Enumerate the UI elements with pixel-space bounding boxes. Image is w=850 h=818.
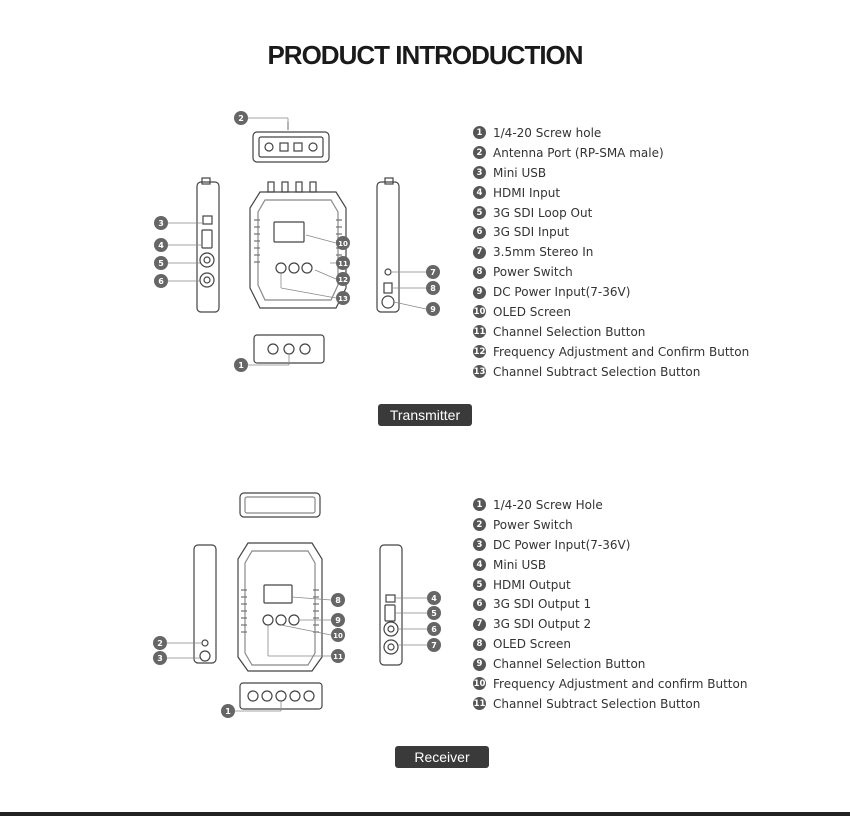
spec-text: Mini USB bbox=[493, 165, 547, 180]
callout-2: 2 bbox=[238, 114, 244, 123]
list-item bbox=[473, 654, 747, 674]
number-badge: 8 bbox=[473, 638, 486, 651]
callout-12: 12 bbox=[338, 276, 348, 284]
number-badge: 5 bbox=[473, 206, 486, 219]
number-badge: 11 bbox=[473, 326, 486, 337]
list-item bbox=[473, 183, 749, 203]
number-badge: 6 bbox=[473, 598, 486, 611]
number-badge: 7 bbox=[473, 246, 486, 259]
list-item bbox=[473, 342, 749, 362]
transmitter-right-view bbox=[377, 178, 399, 312]
spec-text: Frequency Adjustment and confirm Button bbox=[493, 676, 748, 691]
spec-text: 3G SDI Output 2 bbox=[493, 617, 592, 632]
callout-3: 3 bbox=[157, 654, 163, 663]
transmitter-diagram bbox=[140, 110, 460, 380]
spec-text: Power Switch bbox=[493, 517, 573, 532]
spec-text: 3G SDI Loop Out bbox=[493, 205, 593, 220]
spec-text: DC Power Input(7-36V) bbox=[493, 285, 631, 300]
callout-9: 9 bbox=[335, 616, 341, 625]
spec-text: HDMI Input bbox=[493, 185, 561, 200]
callout-11: 11 bbox=[338, 260, 348, 268]
spec-text: Power Switch bbox=[493, 265, 573, 280]
list-item bbox=[473, 515, 747, 535]
spec-text: Channel Selection Button bbox=[493, 324, 646, 339]
number-badge: 10 bbox=[473, 306, 486, 317]
number-badge: 12 bbox=[473, 346, 486, 357]
number-badge: 2 bbox=[473, 518, 486, 531]
list-item bbox=[473, 535, 747, 555]
spec-text: 3G SDI Output 1 bbox=[493, 597, 592, 612]
spec-text: Channel Selection Button bbox=[493, 657, 646, 672]
list-item bbox=[473, 674, 747, 694]
callout-6: 6 bbox=[431, 625, 437, 634]
list-item bbox=[473, 495, 747, 515]
callout-1: 1 bbox=[225, 707, 231, 716]
spec-text: HDMI Output bbox=[493, 577, 571, 592]
list-item bbox=[473, 222, 749, 242]
spec-text: 1/4-20 Screw Hole bbox=[493, 497, 603, 512]
receiver-diagram bbox=[140, 485, 460, 725]
number-badge: 6 bbox=[473, 226, 486, 239]
list-item bbox=[473, 634, 747, 654]
number-badge: 1 bbox=[473, 126, 486, 139]
spec-text: Mini USB bbox=[493, 557, 547, 572]
spec-text: Channel Subtract Selection Button bbox=[493, 696, 701, 711]
callout-10: 10 bbox=[338, 240, 348, 248]
bottom-divider bbox=[0, 812, 850, 816]
callout-10: 10 bbox=[333, 632, 343, 640]
spec-text: 3G SDI Input bbox=[493, 225, 570, 240]
receiver-label: Receiver bbox=[395, 746, 489, 768]
callout-3: 3 bbox=[158, 219, 164, 228]
receiver-spec-list bbox=[473, 495, 747, 714]
callout-1: 1 bbox=[238, 361, 244, 370]
spec-text: 3.5mm Stereo In bbox=[493, 245, 594, 260]
callout-13: 13 bbox=[338, 295, 348, 303]
spec-text: OLED Screen bbox=[493, 637, 572, 652]
list-item bbox=[473, 143, 749, 163]
receiver-left-view bbox=[194, 545, 216, 663]
receiver-top-view bbox=[240, 493, 320, 517]
list-item bbox=[473, 282, 749, 302]
list-item bbox=[473, 362, 749, 382]
list-item bbox=[473, 694, 747, 714]
number-badge: 11 bbox=[473, 698, 486, 709]
spec-text: OLED Screen bbox=[493, 304, 572, 319]
list-item bbox=[473, 203, 749, 223]
transmitter-spec-list bbox=[473, 123, 749, 382]
list-item bbox=[473, 262, 749, 282]
transmitter-top-view bbox=[253, 122, 329, 162]
callout-6: 6 bbox=[158, 277, 164, 286]
callout-5: 5 bbox=[431, 609, 437, 618]
spec-text: Frequency Adjustment and Confirm Button bbox=[493, 344, 750, 359]
number-badge: 1 bbox=[473, 498, 486, 511]
list-item bbox=[473, 575, 747, 595]
spec-text: Antenna Port (RP-SMA male) bbox=[493, 145, 664, 160]
number-badge: 3 bbox=[473, 538, 486, 551]
callout-5: 5 bbox=[158, 259, 164, 268]
list-item bbox=[473, 594, 747, 614]
list-item bbox=[473, 163, 749, 183]
transmitter-label: Transmitter bbox=[378, 404, 472, 426]
number-badge: 2 bbox=[473, 146, 486, 159]
transmitter-front-view bbox=[250, 182, 346, 308]
callout-4: 4 bbox=[431, 594, 437, 603]
number-badge: 4 bbox=[473, 186, 486, 199]
list-item bbox=[473, 123, 749, 143]
callout-9: 9 bbox=[430, 305, 436, 314]
receiver-right-view bbox=[380, 545, 402, 665]
callout-8: 8 bbox=[430, 284, 436, 293]
number-badge: 13 bbox=[473, 366, 486, 377]
number-badge: 9 bbox=[473, 286, 486, 299]
callout-11: 11 bbox=[333, 653, 343, 661]
list-item bbox=[473, 322, 749, 342]
number-badge: 5 bbox=[473, 578, 486, 591]
number-badge: 3 bbox=[473, 166, 486, 179]
callout-4: 4 bbox=[158, 241, 164, 250]
list-item bbox=[473, 555, 747, 575]
list-item bbox=[473, 242, 749, 262]
receiver-front-view bbox=[238, 543, 322, 671]
list-item bbox=[473, 302, 749, 322]
number-badge: 9 bbox=[473, 658, 486, 671]
list-item bbox=[473, 614, 747, 634]
callout-8: 8 bbox=[335, 596, 341, 605]
number-badge: 7 bbox=[473, 618, 486, 631]
spec-text: DC Power Input(7-36V) bbox=[493, 537, 631, 552]
number-badge: 4 bbox=[473, 558, 486, 571]
spec-text: 1/4-20 Screw hole bbox=[493, 125, 602, 140]
callout-2: 2 bbox=[157, 639, 163, 648]
number-badge: 8 bbox=[473, 266, 486, 279]
callout-7: 7 bbox=[430, 268, 436, 277]
number-badge: 10 bbox=[473, 678, 486, 689]
callout-7: 7 bbox=[431, 641, 437, 650]
page-title: PRODUCT INTRODUCTION bbox=[267, 40, 583, 70]
spec-text: Channel Subtract Selection Button bbox=[493, 364, 701, 379]
